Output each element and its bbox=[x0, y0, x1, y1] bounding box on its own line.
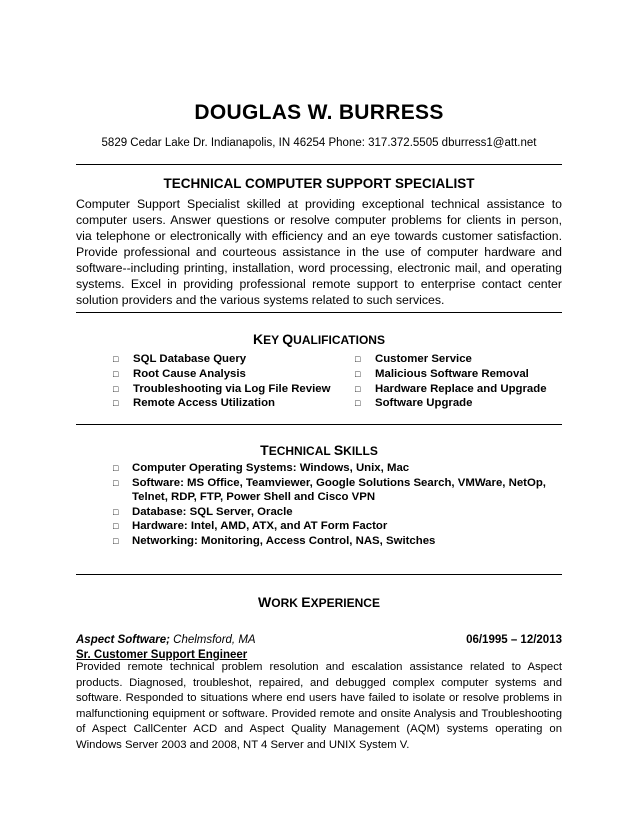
job-title: Sr. Customer Support Engineer bbox=[76, 649, 248, 661]
job-company: Aspect Software; bbox=[76, 634, 170, 646]
skills-list bbox=[113, 461, 563, 549]
qualifications-left-list bbox=[113, 352, 330, 411]
list-item: □ Software Upgrade bbox=[355, 397, 473, 410]
square-bullet-icon: □ bbox=[113, 506, 119, 517]
list-item: □ Database: SQL Server, Oracle bbox=[113, 505, 293, 518]
square-bullet-icon: □ bbox=[113, 383, 119, 394]
square-bullet-icon: □ bbox=[355, 383, 361, 394]
list-item: □ Malicious Software Removal bbox=[355, 367, 529, 380]
job-location: Chelmsford, MA bbox=[169, 634, 256, 646]
experience-heading: WORK EXPERIENCE bbox=[258, 594, 380, 610]
square-bullet-icon: □ bbox=[113, 477, 119, 488]
contact-info: 5829 Cedar Lake Dr. Indianapolis, IN 46254 Phone: 317.372.5505 dburress1@att.net bbox=[101, 137, 537, 149]
list-item: □ Remote Access Utilization bbox=[113, 397, 275, 410]
list-item: □ Networking: Monitoring, Access Control, NAS, Switches bbox=[113, 534, 436, 547]
list-item: □ Computer Operating Systems: Windows, Unix, Mac bbox=[113, 462, 410, 474]
divider bbox=[76, 164, 562, 165]
list-item: □ SQL Database Query bbox=[113, 353, 247, 365]
job-description: Provided remote technical problem resolution and escalation assistance related to Aspect products. Diagnosed, troubleshot, repaired, and debugged complex computer systems and software. Responded to situations where end users have failed to isolate or resolve problems in malfunctioning equipment or software. Provided remote and onsite Analysis and Troubleshooting of Aspect CallCenter ACD and Aspect Quality Management (AQM) systems operating on Windows Server 2003 and 2008, NT 4 Server and UNIX System V. bbox=[76, 661, 562, 751]
list-item: □ Root Cause Analysis bbox=[113, 367, 246, 380]
applicant-name: DOUGLAS W. BURRESS bbox=[194, 101, 444, 124]
list-item: □ Customer Service bbox=[355, 353, 472, 365]
list-item: □ Hardware: Intel, AMD, ATX, and AT Form Factor bbox=[113, 520, 388, 533]
divider bbox=[76, 312, 562, 313]
square-bullet-icon: □ bbox=[355, 398, 361, 409]
square-bullet-icon: □ bbox=[113, 521, 119, 532]
square-bullet-icon: □ bbox=[113, 354, 119, 364]
square-bullet-icon: □ bbox=[113, 463, 119, 473]
list-item: □ Troubleshooting via Log File Review bbox=[113, 382, 331, 395]
divider bbox=[76, 574, 562, 575]
square-bullet-icon: □ bbox=[113, 368, 119, 379]
skills-heading: TECHNICAL SKILLS bbox=[260, 442, 378, 458]
profile-title: TECHNICAL COMPUTER SUPPORT SPECIALIST bbox=[163, 176, 475, 191]
list-item: □ Hardware Replace and Upgrade bbox=[355, 382, 547, 395]
square-bullet-icon: □ bbox=[113, 535, 119, 546]
square-bullet-icon: □ bbox=[113, 398, 119, 409]
job-dates: 06/1995 – 12/2013 bbox=[466, 634, 562, 646]
list-item: □ Software: MS Office, Teamviewer, Google Solutions Search, VMWare, NetOp, Telnet, RDP, FTP, Power Shell and Cisco VPN bbox=[113, 476, 546, 504]
qualifications-right-list bbox=[355, 352, 547, 411]
profile-summary: Computer Support Specialist skilled at providing exceptional technical assistance to computer users. Answer questions or resolve computer problems for clients in person, via telephone or electronically with efficiency and an eye towards customer satisfaction. Provide professional and courteous assistance in the use of computer hardware and software--including printing, installation, word processing, electronic mail, and operating systems. Excel in providing professional remote support to enterprise contact center solution providers and the various systems related to such services. bbox=[76, 197, 562, 307]
divider bbox=[76, 424, 562, 425]
qualifications-heading: KEY QUALIFICATIONS bbox=[253, 331, 385, 347]
square-bullet-icon: □ bbox=[355, 354, 361, 364]
square-bullet-icon: □ bbox=[355, 368, 361, 379]
job-header bbox=[76, 634, 562, 646]
